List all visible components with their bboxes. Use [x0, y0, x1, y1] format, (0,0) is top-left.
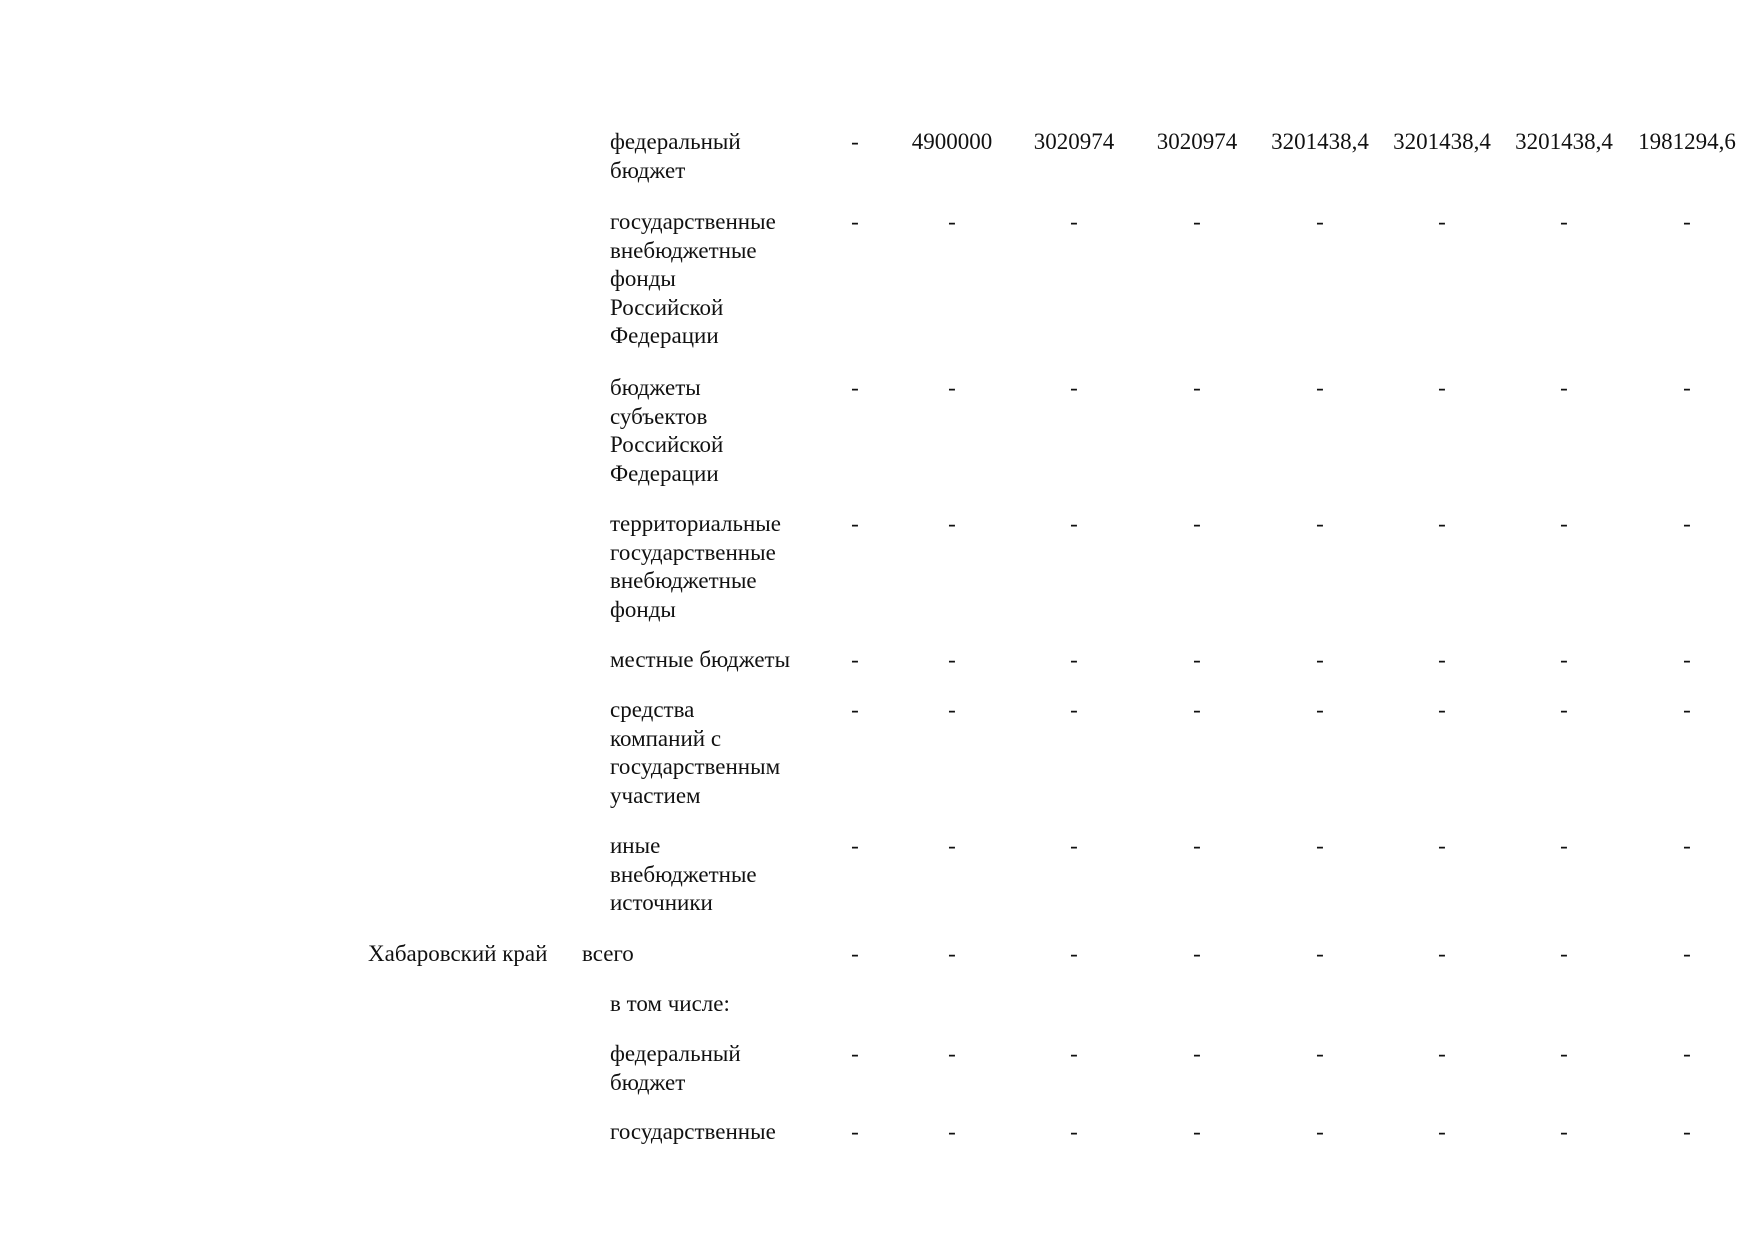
value-cell: - [1560, 941, 1568, 966]
value-cell: - [1070, 647, 1078, 672]
funding-source-label [610, 128, 815, 185]
value-cell: - [948, 833, 956, 858]
value-cell: - [1560, 697, 1568, 722]
value-cell: - [1683, 1041, 1691, 1066]
value-cell: - [1316, 375, 1324, 400]
funding-source-label [610, 1118, 815, 1147]
value-cell: 3201438,4 [1393, 129, 1491, 154]
value-cell: - [948, 375, 956, 400]
value-cell: - [1560, 833, 1568, 858]
label-line: субъектов [610, 403, 708, 429]
value-cell: - [1560, 1119, 1568, 1144]
label-line: территориальные [610, 511, 781, 536]
value-cell: - [851, 375, 859, 400]
label-line: Федерации [610, 323, 719, 349]
label-line: государственные [610, 539, 776, 565]
value-cell: - [851, 1119, 859, 1144]
value-cell: - [1316, 511, 1324, 536]
value-cell: - [1683, 697, 1691, 722]
label-line: государственные [610, 1119, 776, 1144]
value-cell: - [1316, 647, 1324, 672]
value-cell: - [1316, 697, 1324, 722]
funding-source-label [610, 374, 815, 488]
label-line: источники [610, 890, 713, 916]
label-line: государственным [610, 754, 781, 780]
value-cell: - [1438, 1041, 1446, 1066]
value-cell: - [1193, 511, 1201, 536]
value-cell: - [1316, 1041, 1324, 1066]
value-cell: - [851, 129, 859, 154]
value-cell: - [1316, 941, 1324, 966]
value-cell: 4900000 [911, 129, 993, 154]
value-cell: - [1070, 511, 1078, 536]
value-cell: - [1683, 511, 1691, 536]
value-cell: - [1683, 375, 1691, 400]
label-line: фонды [610, 266, 676, 292]
value-cell: 1981294,6 [1638, 129, 1736, 154]
value-cell: - [1438, 1119, 1446, 1144]
value-cell: - [1438, 375, 1446, 400]
value-cell: - [948, 941, 956, 966]
label-line: бюджет [610, 1069, 686, 1095]
value-cell: - [1560, 647, 1568, 672]
funding-source-label [610, 696, 815, 810]
value-cell: - [1560, 511, 1568, 536]
value-cell: - [1070, 375, 1078, 400]
value-cell: - [851, 511, 859, 536]
label-line: местные бюджеты [610, 647, 791, 672]
label-line: внебюджетные [610, 568, 757, 594]
label-line: федеральный [610, 1041, 741, 1066]
value-cell: - [1070, 1041, 1078, 1066]
value-cell: - [851, 647, 859, 672]
value-cell: - [1560, 1041, 1568, 1066]
label-line: фонды [610, 596, 676, 622]
value-cell: - [1438, 941, 1446, 966]
value-cell: - [1193, 941, 1201, 966]
value-cell: - [851, 209, 859, 234]
value-cell: - [1193, 647, 1201, 672]
value-cell: - [1193, 1119, 1201, 1144]
value-cell: - [1438, 833, 1446, 858]
label-line: бюджет [610, 157, 686, 183]
label-line: компаний с [610, 725, 722, 751]
value-cell: - [948, 511, 956, 536]
funding-source-label [610, 646, 815, 675]
value-cell: - [1316, 1119, 1324, 1144]
value-cell: - [1193, 209, 1201, 234]
value-cell: - [1316, 209, 1324, 234]
value-cell: - [1438, 647, 1446, 672]
value-cell: - [1438, 511, 1446, 536]
value-cell: - [1683, 1119, 1691, 1144]
funding-source-label [610, 208, 815, 351]
value-cell: - [851, 1041, 859, 1066]
value-cell: 3020974 [1156, 129, 1238, 154]
value-cell: - [1070, 1119, 1078, 1144]
label-line: участием [610, 782, 701, 808]
value-cell: - [851, 697, 859, 722]
value-cell: - [1560, 209, 1568, 234]
value-cell: - [948, 1041, 956, 1066]
label-line: средства [610, 697, 695, 722]
label-line: федеральный [610, 129, 741, 154]
value-cell: - [851, 833, 859, 858]
value-cell: - [1193, 375, 1201, 400]
value-cell: - [948, 209, 956, 234]
label-line: иные [610, 833, 661, 858]
label-line: внебюджетные [610, 861, 757, 887]
value-cell: 3201438,4 [1515, 129, 1613, 154]
value-cell: - [1070, 697, 1078, 722]
value-cell: - [1193, 1041, 1201, 1066]
label-line: бюджеты [610, 375, 701, 400]
value-cell: - [1560, 375, 1568, 400]
funding-source-label [582, 940, 787, 969]
value-cell: - [1070, 941, 1078, 966]
label-line: Российской [610, 432, 724, 458]
value-cell: - [1438, 697, 1446, 722]
funding-source-label [610, 1040, 815, 1097]
value-cell: - [1683, 209, 1691, 234]
value-cell: - [1070, 209, 1078, 234]
label-line: государственные [610, 209, 776, 234]
label-line: Российской [610, 294, 724, 320]
label-line: внебюджетные [610, 237, 757, 263]
value-cell: 3020974 [1033, 129, 1115, 154]
value-cell: - [1683, 833, 1691, 858]
value-cell: - [1193, 697, 1201, 722]
value-cell: - [1070, 833, 1078, 858]
region-name: Хабаровский край [368, 941, 548, 966]
value-cell: - [1193, 833, 1201, 858]
label-line: Федерации [610, 460, 719, 486]
label-line: в том числе: [610, 991, 730, 1016]
value-cell: - [1683, 941, 1691, 966]
value-cell: - [948, 647, 956, 672]
funding-source-label [610, 832, 815, 918]
value-cell: 3201438,4 [1271, 129, 1369, 154]
label-line: всего [582, 941, 634, 966]
value-cell: - [1683, 647, 1691, 672]
value-cell: - [948, 1119, 956, 1144]
funding-source-label [610, 990, 815, 1019]
value-cell: - [1438, 209, 1446, 234]
funding-source-label [610, 510, 815, 624]
value-cell: - [948, 697, 956, 722]
value-cell: - [1316, 833, 1324, 858]
value-cell: - [851, 941, 859, 966]
